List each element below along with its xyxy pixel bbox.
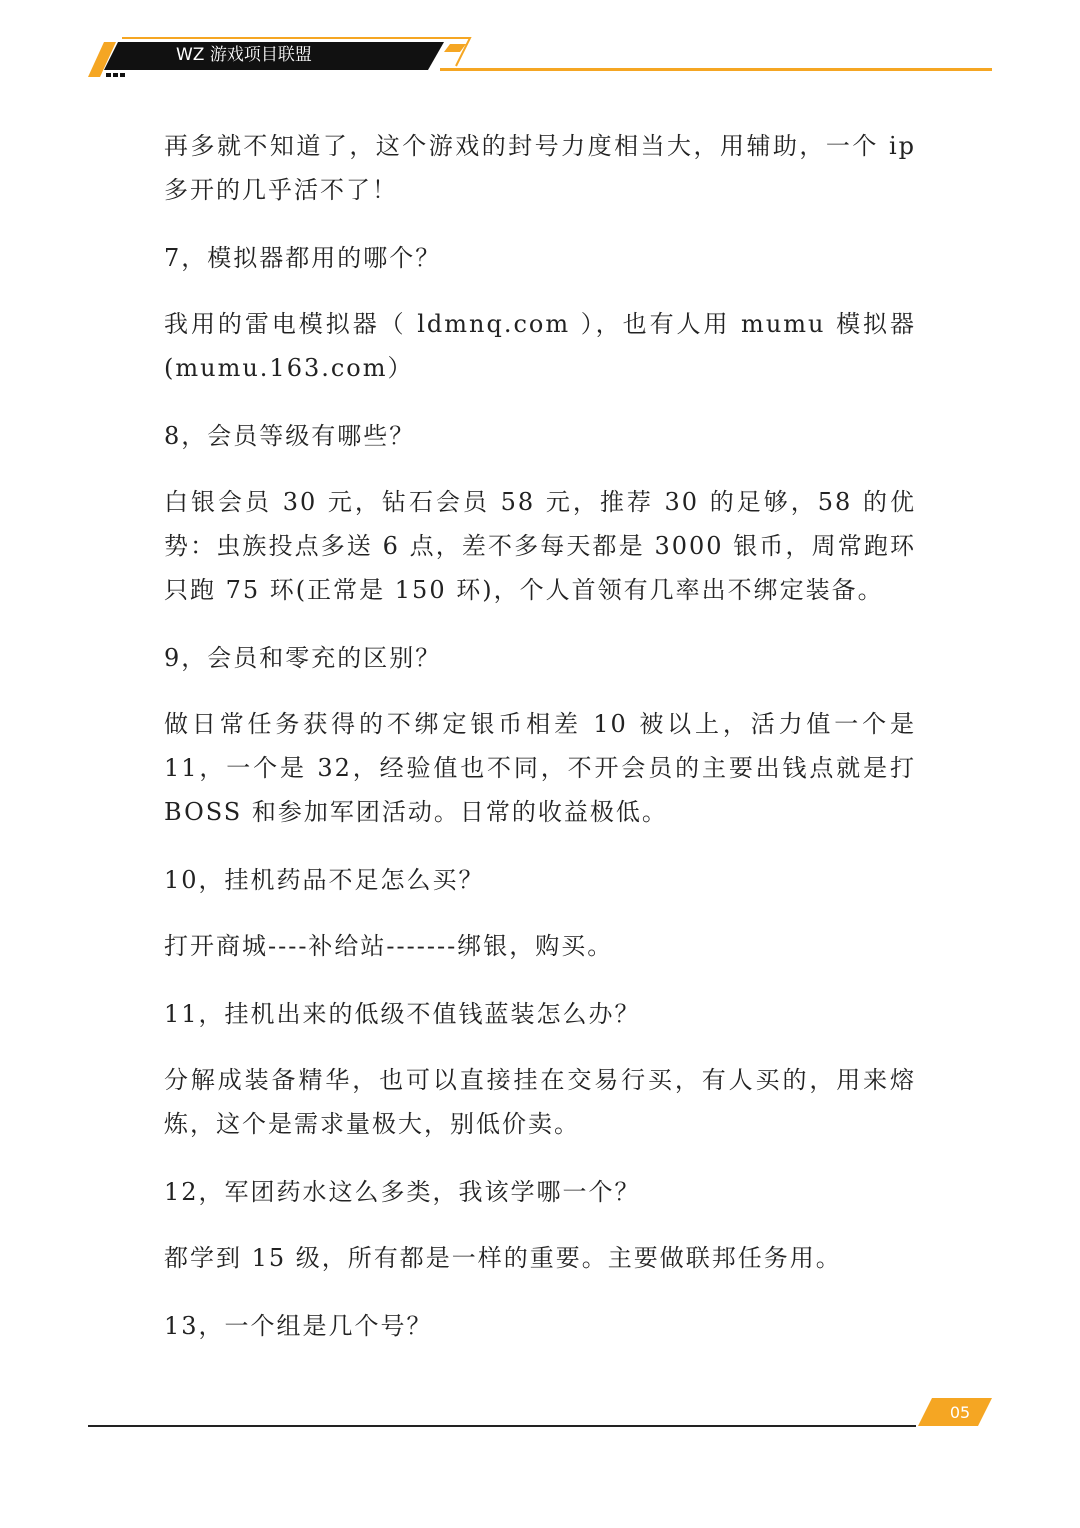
paragraph-question: 11，挂机出来的低级不值钱蓝装怎么办？ xyxy=(164,1000,641,1028)
header-banner-graphic xyxy=(0,0,1080,90)
paragraph-answer: 打开商城----补给站-------绑银，购买。 xyxy=(164,932,614,960)
page-number: 05 xyxy=(949,1403,971,1422)
paragraph-answer: 分解成装备精华，也可以直接挂在交易行买，有人买的，用来熔炼，这个是需求量极大，别低价卖。 xyxy=(164,1066,916,1138)
header-dot xyxy=(106,73,111,77)
paragraph-answer: 我用的雷电模拟器（ ldmnq.com ），也有人用 mumu 模拟器(mumu.163.com） xyxy=(164,310,916,382)
document-body xyxy=(164,124,916,1370)
paragraph-answer: 做日常任务获得的不绑定银币相差 10 被以上，活力值一个是 11，一个是 32，经验值也不同，不开会员的主要出钱点就是打 BOSS 和参加军团活动。日常的收益极低。 xyxy=(164,710,916,826)
footer-rule xyxy=(88,1425,916,1427)
paragraph-answer: 再多就不知道了，这个游戏的封号力度相当大，用辅助，一个 ip 多开的几乎活不了！ xyxy=(164,132,916,204)
page-header xyxy=(0,0,1080,90)
paragraph-question: 10，挂机药品不足怎么买？ xyxy=(164,866,485,894)
paragraph-question: 8，会员等级有哪些？ xyxy=(164,422,416,450)
paragraph-answer: 都学到 15 级，所有都是一样的重要。主要做联邦任务用。 xyxy=(164,1244,842,1272)
header-brand-title: WZ 游戏项目联盟 xyxy=(176,45,312,65)
paragraph-answer: 白银会员 30 元，钻石会员 58 元，推荐 30 的足够，58 的优势：虫族投点多送 6 点，差不多每天都是 3000 银币，周常跑环只跑 75 环(正常是 150 环)，个人首领有几率出不绑定装备。 xyxy=(164,488,916,604)
header-dot xyxy=(113,73,118,77)
paragraph-question: 9，会员和零充的区别？ xyxy=(164,644,442,672)
paragraph-question: 13，一个组是几个号？ xyxy=(164,1312,433,1340)
paragraph-question: 12，军团药水这么多类，我该学哪一个？ xyxy=(164,1178,641,1206)
paragraph-question: 7，模拟器都用的哪个？ xyxy=(164,244,442,272)
header-dot xyxy=(120,73,125,77)
header-orange-rule xyxy=(440,68,992,71)
